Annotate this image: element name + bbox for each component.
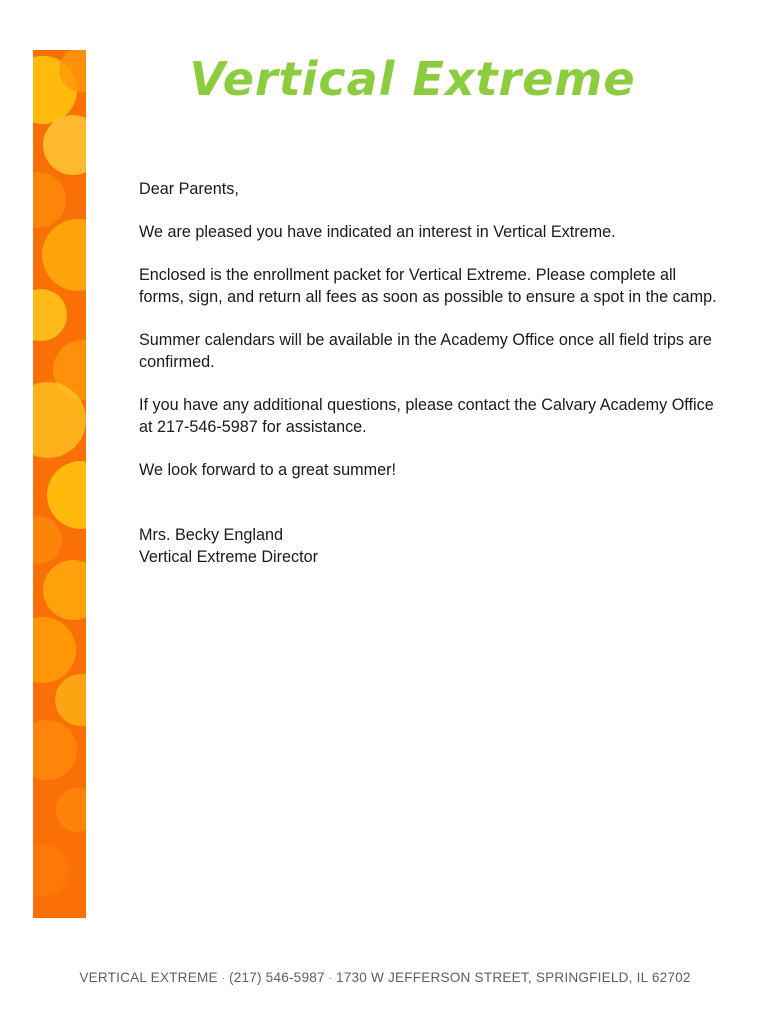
page-title: Vertical Extreme bbox=[189, 52, 636, 106]
paragraph-questions: If you have any additional questions, please contact the Calvary Academy Office at 217-546-5987 for assistance. bbox=[139, 396, 714, 436]
paragraph-interest: We are pleased you have indicated an interest in Vertical Extreme. bbox=[139, 223, 616, 241]
letter-body bbox=[139, 178, 724, 568]
salutation: Dear Parents, bbox=[139, 180, 239, 198]
paragraph-closing: We look forward to a great summer! bbox=[139, 461, 397, 479]
bubble-pattern-graphic bbox=[33, 50, 86, 918]
footer-separator: · bbox=[221, 973, 225, 984]
signature-title: Vertical Extreme Director bbox=[139, 548, 319, 566]
footer-org: VERTICAL EXTREME bbox=[79, 970, 218, 985]
footer-address: 1730 W JEFFERSON STREET, SPRINGFIELD, IL 62702 bbox=[335, 970, 691, 985]
signature-name: Mrs. Becky England bbox=[139, 526, 283, 544]
paragraph-enrollment: Enclosed is the enrollment packet for Vertical Extreme. Please complete all forms, sign, and return all fees as soon as possible to ensure a spot in the camp. bbox=[139, 266, 717, 306]
footer-separator: · bbox=[328, 973, 332, 984]
decorative-sidebar bbox=[33, 50, 86, 918]
signature-block bbox=[139, 524, 724, 568]
paragraph-calendars: Summer calendars will be available in the Academy Office once all field trips are confirmed. bbox=[139, 331, 712, 371]
footer-phone: (217) 546-5987 bbox=[228, 970, 325, 985]
footer-contact-line bbox=[0, 970, 770, 985]
